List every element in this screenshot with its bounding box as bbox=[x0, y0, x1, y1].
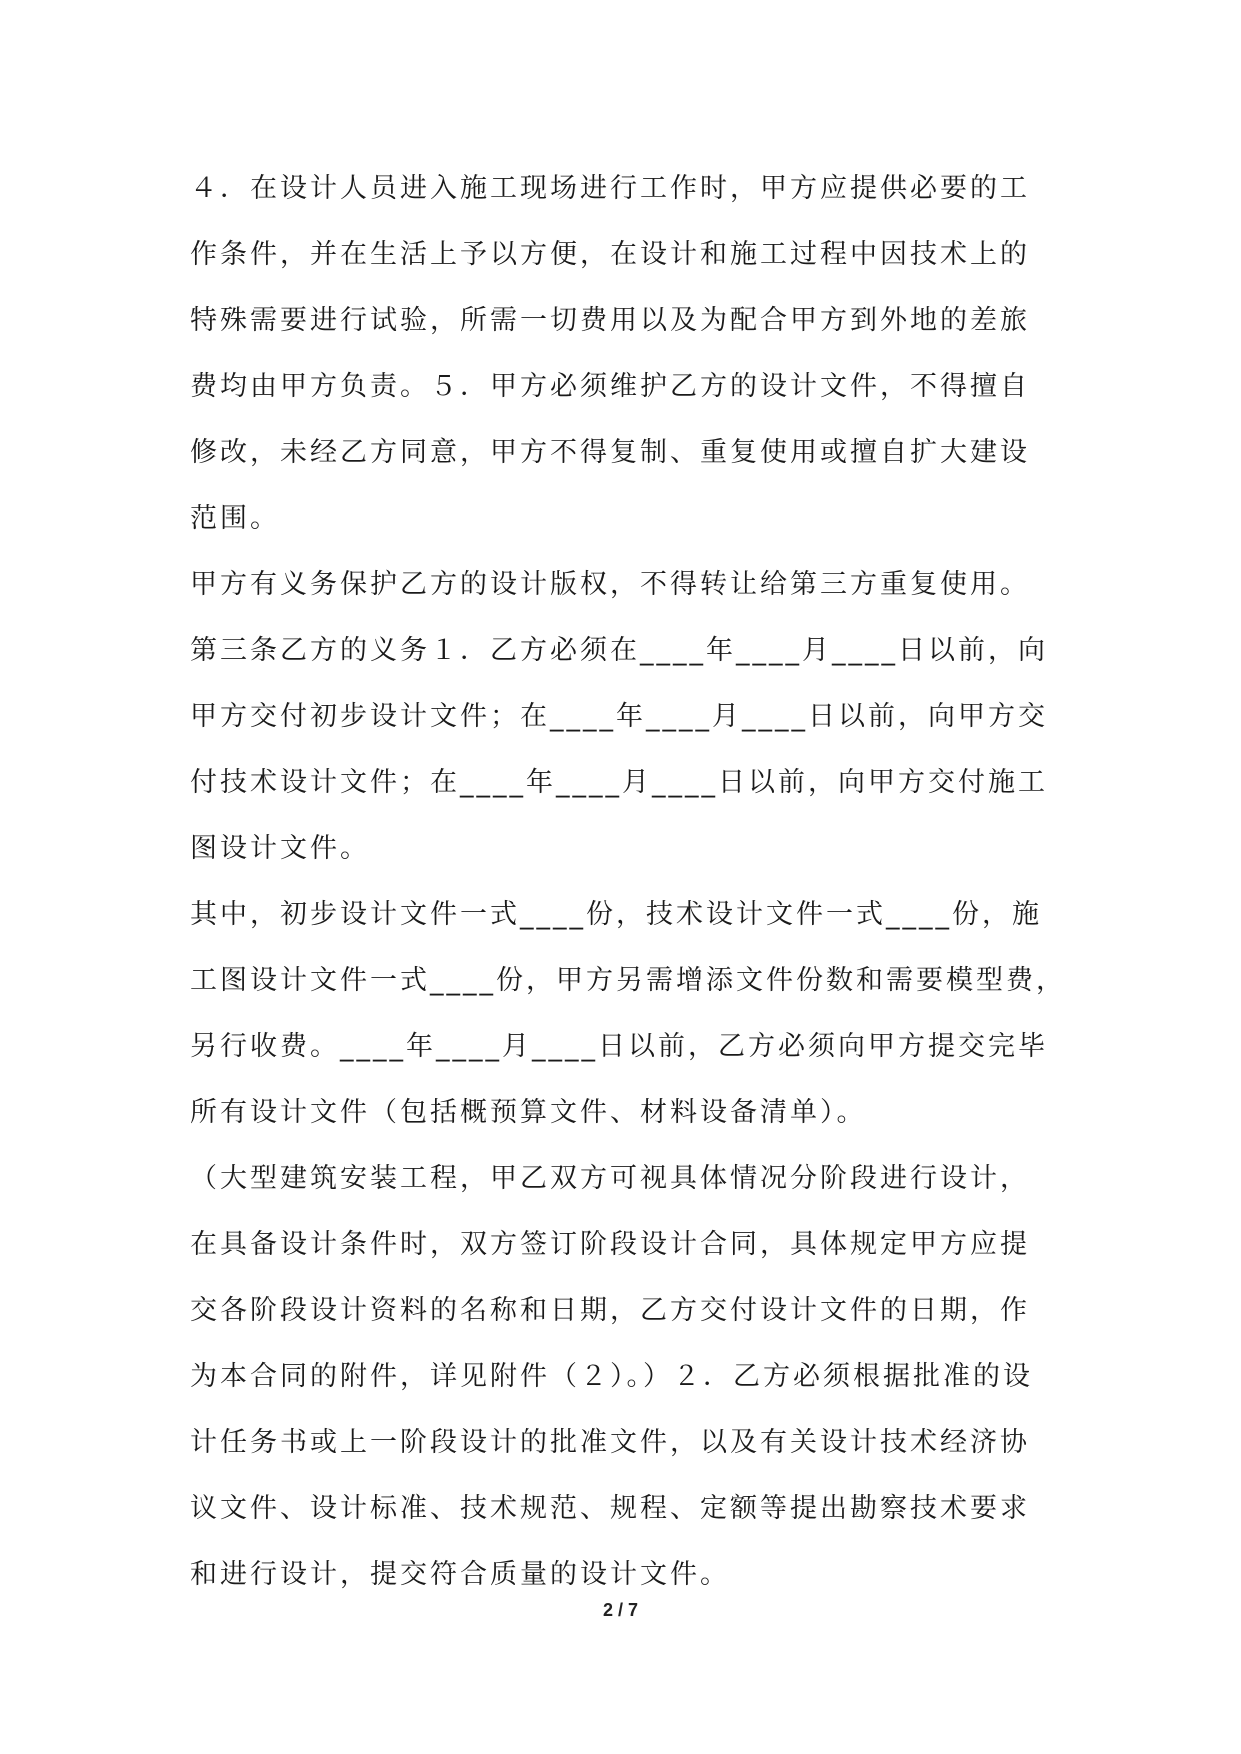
text-line: 在具备设计条件时，双方签订阶段设计合同，具体规定甲方应提 bbox=[190, 1229, 1030, 1260]
text-line: 作条件，并在生活上予以方便，在设计和施工过程中因技术上的 bbox=[190, 239, 1030, 270]
text-line: 其中，初步设计文件一式____份，技术设计文件一式____份，施 bbox=[190, 899, 1042, 930]
text-line: 交各阶段设计资料的名称和日期，乙方交付设计文件的日期，作 bbox=[190, 1295, 1030, 1326]
text-line: 计任务书或上一阶段设计的批准文件，以及有关设计技术经济协 bbox=[190, 1427, 1030, 1458]
text-line: 另行收费。____年____月____日以前，乙方必须向甲方提交完毕 bbox=[190, 1031, 1048, 1062]
text-line: 工图设计文件一式____份，甲方另需增添文件份数和需要模型费， bbox=[190, 965, 1066, 996]
text-line: 为本合同的附件，详见附件（２）。）２．乙方必须根据批准的设 bbox=[190, 1361, 1033, 1392]
page-number: 2 / 7 bbox=[602, 1600, 639, 1620]
text-line: （大型建筑安装工程，甲乙双方可视具体情况分阶段进行设计， bbox=[190, 1163, 1030, 1194]
text-line: 第三条乙方的义务１．乙方必须在____年____月____日以前，向 bbox=[190, 635, 1048, 666]
document-body bbox=[190, 156, 1070, 1608]
text-line: 议文件、设计标准、技术规范、规程、定额等提出勘察技术要求 bbox=[190, 1493, 1030, 1524]
text-line: 特殊需要进行试验，所需一切费用以及为配合甲方到外地的差旅 bbox=[190, 305, 1030, 336]
text-line: ４．在设计人员进入施工现场进行工作时，甲方应提供必要的工 bbox=[190, 173, 1030, 204]
text-line: 付技术设计文件；在____年____月____日以前，向甲方交付施工 bbox=[190, 767, 1048, 798]
text-line: 范围。 bbox=[190, 503, 280, 534]
text-line: 修改，未经乙方同意，甲方不得复制、重复使用或擅自扩大建设 bbox=[190, 437, 1030, 468]
text-line: 甲方有义务保护乙方的设计版权，不得转让给第三方重复使用。 bbox=[190, 569, 1030, 600]
text-line: 图设计文件。 bbox=[190, 833, 370, 864]
text-line: 所有设计文件（包括概预算文件、材料设备清单）。 bbox=[190, 1097, 867, 1128]
text-line: 甲方交付初步设计文件；在____年____月____日以前，向甲方交 bbox=[190, 701, 1048, 732]
text-line: 费均由甲方负责。５．甲方必须维护乙方的设计文件，不得擅自 bbox=[190, 371, 1030, 402]
text-line: 和进行设计，提交符合质量的设计文件。 bbox=[190, 1559, 730, 1590]
